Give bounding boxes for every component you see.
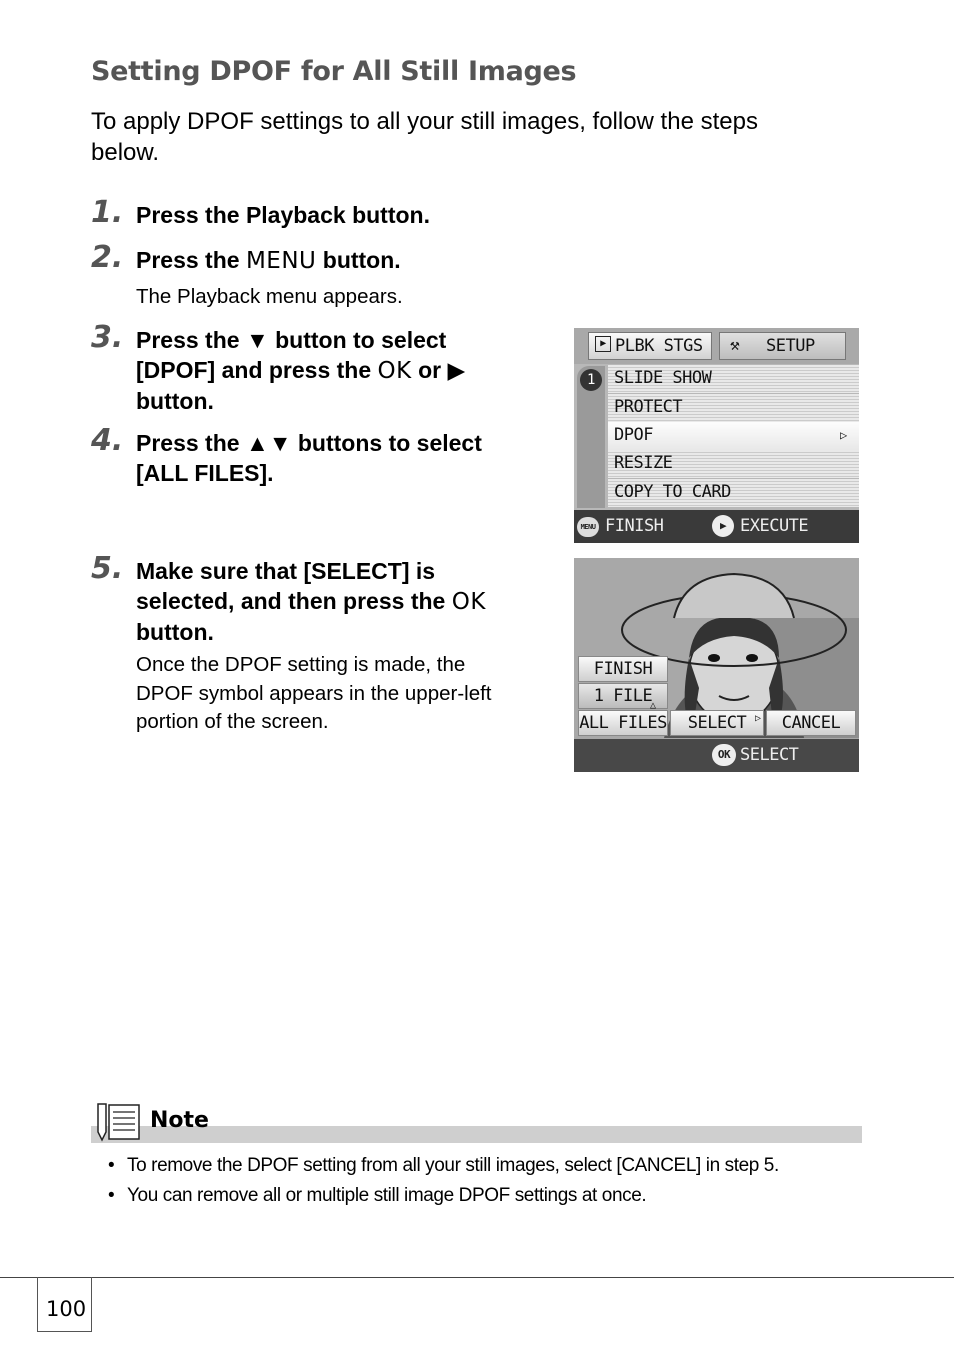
step-4-text: Press the ▲▼ buttons to select [ALL FILES]. [136,430,482,486]
choice-cancel: CANCEL [766,710,856,736]
step-5-sub: Once the DPOF setting is made, the DPOF symbol appears in the upper-left portion of the screen. [136,653,492,733]
right-arrow-icon: ▶ [447,357,466,383]
footer-rule [0,1277,954,1278]
play-icon: ▶ [595,336,611,352]
step-5-number: 5. [91,551,124,586]
playback-menu-screenshot [574,328,859,543]
note-item: • To remove the DPOF setting from all your still images, select [CANCEL] in step 5. [108,1155,779,1176]
step-2-number: 2. [91,240,124,275]
up-down-arrow-icon: ▲▼ [245,430,292,456]
step-2-text: Press the MENU button. [136,247,401,274]
down-arrow-icon: ▼ [245,327,269,353]
wrench-icon: ⚒ [730,335,740,354]
tab-playback-settings: ▶ PLBK STGS [588,332,712,360]
note-icon [94,1102,142,1142]
option-finish: FINISH [578,656,668,682]
menu-item-copy-to-card: COPY TO CARD [608,479,859,507]
intro-text: To apply DPOF settings to all your still images, follow the steps below. [91,108,758,166]
ok-key-label: OK [451,589,486,615]
right-triangle-icon: ▷ [755,713,761,724]
step-1-number: 1. [91,195,124,230]
step-2-sub: The Playback menu appears. [136,285,403,308]
note-item: • You can remove all or multiple still image DPOF settings at once. [108,1185,647,1206]
arrow-right-icon: ▷ [840,428,847,442]
up-triangle-icon: △ [650,700,656,711]
menu-item-resize: RESIZE [608,450,859,478]
page-title: Setting DPOF for All Still Images [91,56,577,87]
step-3-text: Press the ▼ button to select [DPOF] and press the OK or ▶ button. [136,327,466,414]
dpof-select-screenshot [574,558,859,772]
menu-item-dpof: DPOF ▷ [608,422,859,450]
page-number: 100 [46,1297,87,1321]
screen-footer: MENU FINISH ▶ EXECUTE [574,510,859,543]
screen-footer: OK SELECT [574,739,859,772]
option-1-file: 1 FILE [578,683,668,709]
tab-setup: ⚒ SETUP [719,332,846,360]
step-5-text: Make sure that [SELECT] is selected, and then press the OK button. [136,558,486,645]
right-circle-icon: ▶ [712,515,734,537]
ok-key-label: OK [377,358,412,384]
option-all-files: ALL FILES [578,710,668,736]
menu-item-protect: PROTECT [608,394,859,422]
page-number-badge: 1 [580,369,602,391]
ok-button-icon: OK [712,744,736,766]
step-4-number: 4. [91,423,124,458]
choice-select: SELECT [670,710,764,736]
menu-item-slide-show: SLIDE SHOW [608,365,859,393]
step-1-text: Press the Playback button. [136,202,430,228]
step-3-number: 3. [91,320,124,355]
menu-button-icon: MENU [577,517,599,537]
menu-key-label: MENU [245,248,317,274]
note-title: Note [150,1108,209,1133]
